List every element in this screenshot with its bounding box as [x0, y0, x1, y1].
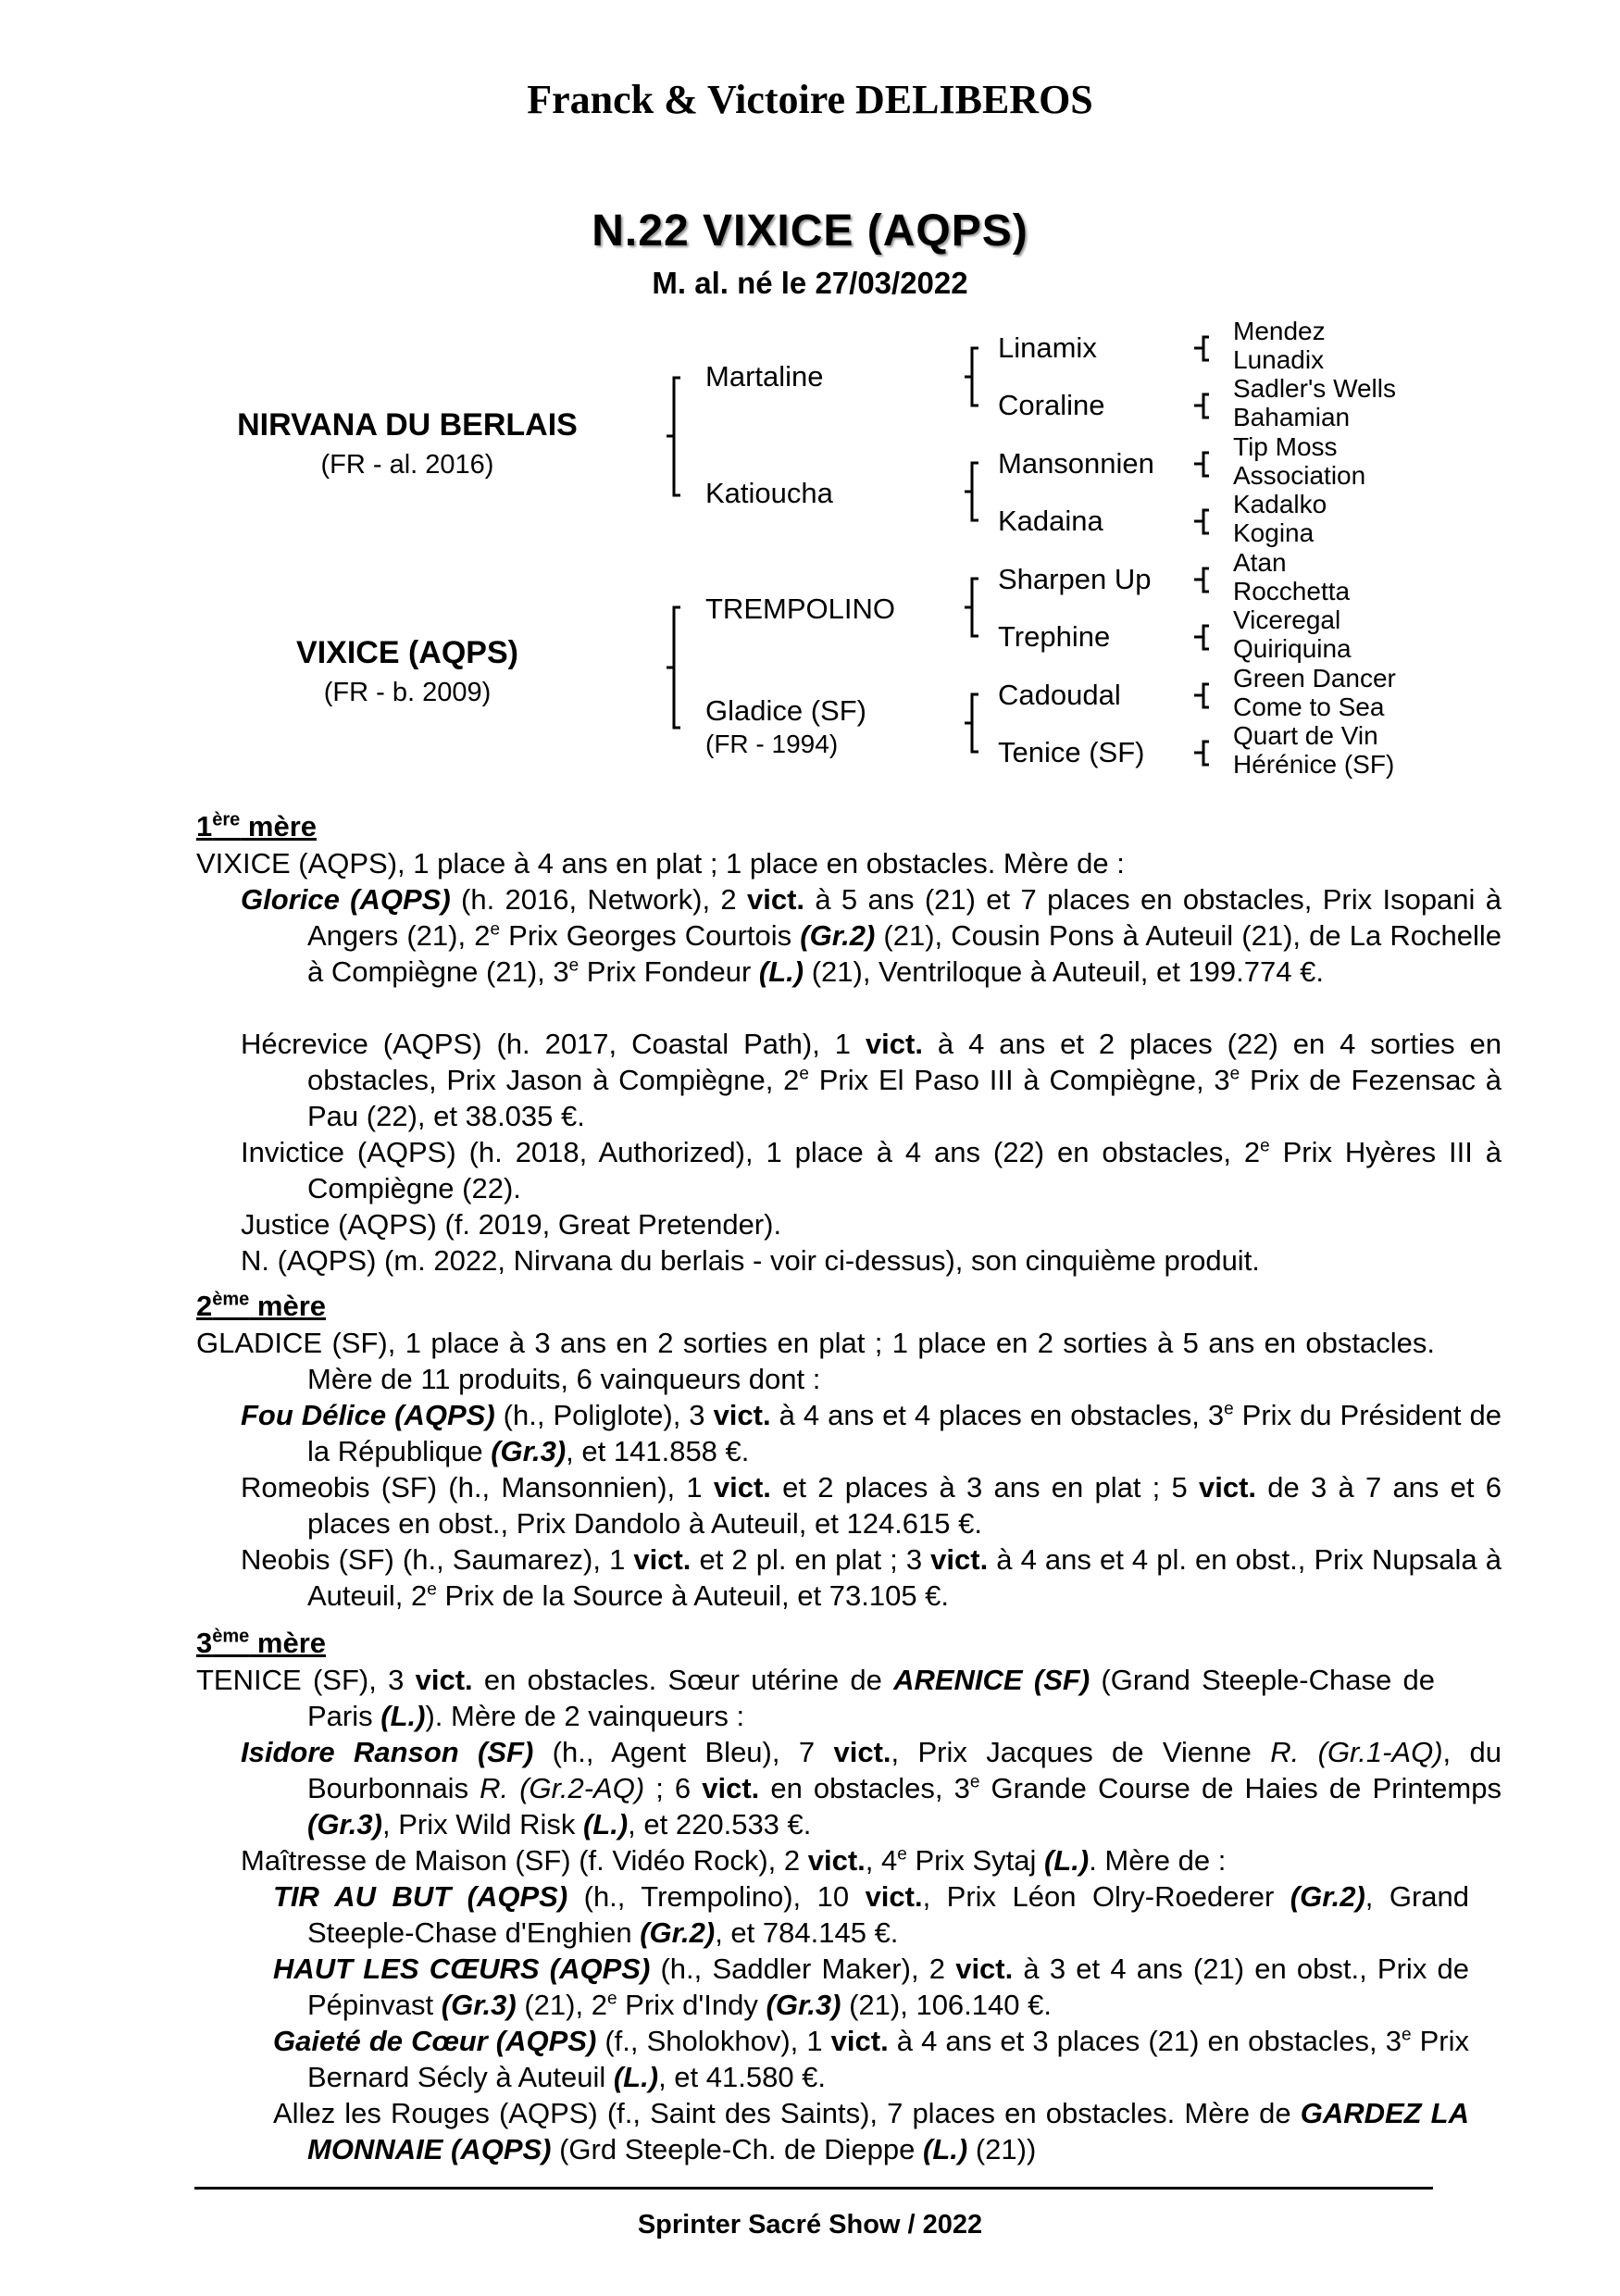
produce-allez-les-rouges: Allez les Rouges (AQPS) (f., Saint des Saints), 7 places en obstacles. Mère de GARDEZ LA MONNAIE (AQPS) (Grd Steeple-Ch. de Dieppe (L.) (21))	[273, 2097, 1470, 2165]
produce-gaiete-de-coeur: Gaieté de Cœur (AQPS) (f., Sholokhov), 1 vict. à 4 ans et 3 places (21) en obstacles, 3e Prix Bernard Sécly à Auteuil (L.), et 41.580 €.	[273, 2025, 1469, 2093]
produce-fou-delice: Fou Délice (AQPS) (h., Poliglote), 3 vict. à 4 ans et 4 places en obstacles, 3e Prix du Président de la République (Gr.3), et 141.858 €.	[241, 1399, 1502, 1467]
owner-name: Franck & Victoire DELIBEROS	[527, 77, 1093, 122]
gen3-6: Trephine	[998, 620, 1111, 653]
produce-n: N. (AQPS) (m. 2022, Nirvana du berlais - voir ci-dessus), son cinquième produit.	[241, 1244, 1260, 1277]
gen4-13: Green Dancer	[1233, 664, 1396, 693]
granddam-1: Katioucha	[705, 477, 833, 509]
sire-info: (FR - al. 2016)	[320, 450, 494, 480]
footer-rule	[194, 2187, 1433, 2190]
produce-isidore-ranson: Isidore Ranson (SF) (h., Agent Bleu), 7 vict., Prix Jacques de Vienne R. (Gr.1-AQ), du Bourbonnais R. (Gr.2-AQ) ; 6 vict. en obstacles, 3e Grande Course de Haies de Printemps (Gr.3), Prix Wild Risk (L.), et 220.533 €.	[241, 1736, 1502, 1841]
granddam-2-info: (FR - 1994)	[705, 730, 839, 758]
gen4-11: Viceregal	[1233, 605, 1341, 634]
section-head-second-dam: 2ème mère	[196, 1289, 327, 1322]
produce-haut-les-coeurs: HAUT LES CŒURS (AQPS) (h., Saddler Maker), 2 vict. à 3 et 4 ans (21) en obst., Prix de Pépinvast (Gr.3) (21), 2e Prix d'Indy (Gr.3) (21), 106.140 €.	[273, 1953, 1469, 2021]
produce-neobis: Neobis (SF) (h., Saumarez), 1 vict. et 2 pl. en plat ; 3 vict. à 4 ans et 4 pl. en obst., Prix Nupsala à Auteuil, 2e Prix de la Source à Auteuil, et 73.105 €.	[241, 1543, 1502, 1612]
gen4-5: Tip Moss	[1233, 432, 1338, 461]
gen4-1: Mendez	[1233, 317, 1326, 345]
gen3-3: Mansonnien	[998, 447, 1154, 480]
produce-justice: Justice (AQPS) (f. 2019, Great Pretender).	[241, 1208, 782, 1241]
gen4-16: Hérénice (SF)	[1233, 750, 1395, 779]
gen3-5: Sharpen Up	[998, 563, 1152, 595]
gen4-12: Quiriquina	[1233, 634, 1352, 663]
gen4-2: Lunadix	[1233, 345, 1325, 374]
gen4-9: Atan	[1233, 548, 1287, 577]
gen4-3: Sadler's Wells	[1233, 374, 1396, 403]
second-dam-intro: GLADICE (SF), 1 place à 3 ans en 2 sorties en plat ; 1 place en 2 sorties à 5 ans en obstacles. Mère de 11 produits, 6 vainqueurs dont :	[196, 1327, 1435, 1395]
gen4-8: Kogina	[1233, 518, 1315, 547]
gen4-7: Kadalko	[1233, 490, 1327, 518]
produce-tir-au-but: TIR AU BUT (AQPS) (h., Trempolino), 10 vict., Prix Léon Olry-Roederer (Gr.2), Grand Steeple-Chase d'Enghien (Gr.2), et 784.145 €.	[273, 1880, 1469, 1949]
gen3-4: Kadaina	[998, 505, 1103, 537]
gen4-10: Rocchetta	[1233, 577, 1351, 605]
gen4-15: Quart de Vin	[1233, 721, 1378, 750]
lot-title: N.22 VIXICE (AQPS)	[592, 206, 1028, 256]
produce-glorice: Glorice (AQPS) (h. 2016, Network), 2 vict. à 5 ans (21) et 7 places en obstacles, Prix Isopani à Angers (21), 2e Prix Georges Courtois (Gr.2) (21), Cousin Pons à Auteuil (21), de La Rochelle à Compiègne (21), 3e Prix Fondeur (L.) (21), Ventriloque à Auteuil, et 199.774 €.	[241, 883, 1502, 988]
sire-name: NIRVANA DU BERLAIS	[237, 407, 578, 443]
first-dam-intro: VIXICE (AQPS), 1 place à 4 ans en plat ; 1 place en obstacles. Mère de :	[196, 847, 1125, 880]
dam-name: VIXICE (AQPS)	[296, 635, 518, 670]
produce-maitresse: Maîtresse de Maison (SF) (f. Vidéo Rock), 2 vict., 4e Prix Sytaj (L.). Mère de :	[241, 1844, 1227, 1877]
granddam-2: Gladice (SF)	[705, 694, 866, 727]
footer-text: Sprinter Sacré Show / 2022	[637, 2210, 983, 2240]
grandsire-1: Martaline	[705, 360, 824, 393]
lot-subtitle: M. al. né le 27/03/2022	[652, 266, 968, 300]
gen4-14: Come to Sea	[1233, 693, 1385, 721]
produce-hecrevice: Hécrevice (AQPS) (h. 2017, Coastal Path), 1 vict. à 4 ans et 2 places (22) en 4 sorties en obstacles, Prix Jason à Compiègne, 2e Prix El Paso III à Compiègne, 3e Prix de Fezensac à Pau (22), et 38.035 €.	[241, 1028, 1502, 1132]
gen3-2: Coraline	[998, 389, 1105, 421]
gen3-7: Cadoudal	[998, 679, 1121, 711]
gen3-1: Linamix	[998, 331, 1097, 364]
grandsire-2: TREMPOLINO	[705, 593, 895, 625]
gen4-6: Association	[1233, 461, 1366, 490]
section-head-third-dam: 3ème mère	[196, 1626, 327, 1659]
gen3-8: Tenice (SF)	[998, 736, 1145, 768]
produce-invictice: Invictice (AQPS) (h. 2018, Authorized), 1 place à 4 ans (22) en obstacles, 2e Prix Hyères III à Compiègne (22).	[241, 1136, 1502, 1204]
section-head-first-dam: 1ère mère	[196, 809, 318, 842]
dam-info: (FR - b. 2009)	[323, 678, 492, 707]
gen4-4: Bahamian	[1233, 403, 1351, 431]
produce-romeobis: Romeobis (SF) (h., Mansonnien), 1 vict. et 2 places à 3 ans en plat ; 5 vict. de 3 à 7 ans et 6 places en obst., Prix Dandolo à Auteuil, et 124.615 €.	[241, 1471, 1502, 1540]
third-dam-intro: TENICE (SF), 3 vict. en obstacles. Sœur utérine de ARENICE (SF) (Grand Steeple-Chase de Paris (L.)). Mère de 2 vainqueurs :	[196, 1664, 1435, 1732]
